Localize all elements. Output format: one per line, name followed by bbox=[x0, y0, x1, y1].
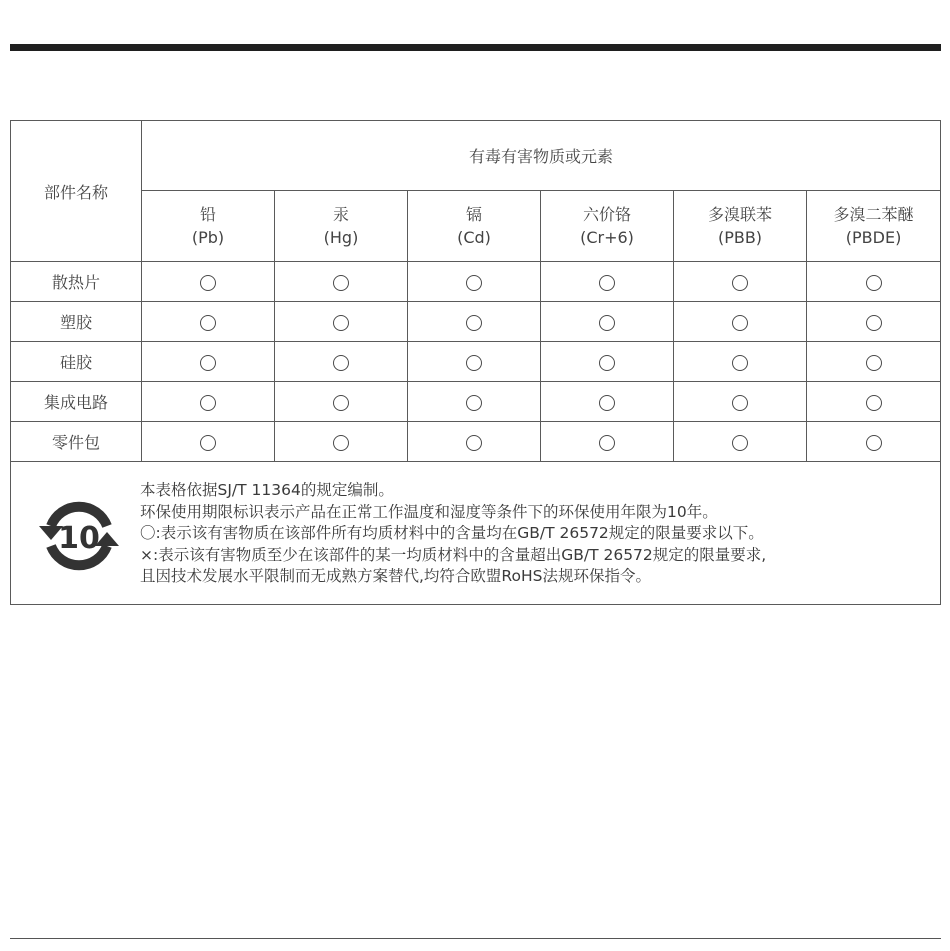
compliance-cell bbox=[807, 302, 941, 342]
part-name-cell: 零件包 bbox=[11, 422, 142, 462]
compliant-circle-icon bbox=[200, 275, 216, 291]
compliant-circle-icon bbox=[599, 435, 615, 451]
substance-symbol: (Cd) bbox=[457, 228, 491, 247]
compliance-cell bbox=[541, 262, 674, 302]
substance-name: 六价铬 bbox=[582, 205, 631, 224]
compliance-cell bbox=[142, 382, 275, 422]
compliant-circle-icon bbox=[866, 395, 882, 411]
note-line: 且因技术发展水平限制而无成熟方案替代,均符合欧盟RoHS法规环保指令。 bbox=[140, 567, 651, 585]
table-row bbox=[11, 302, 941, 342]
compliance-cell bbox=[807, 422, 941, 462]
part-name-cell: 塑胶 bbox=[11, 302, 142, 342]
notes-cell bbox=[11, 462, 941, 605]
compliant-circle-icon bbox=[599, 355, 615, 371]
compliance-cell bbox=[674, 382, 807, 422]
compliant-circle-icon bbox=[866, 275, 882, 291]
table-row bbox=[11, 382, 941, 422]
substance-symbol: (PBDE) bbox=[845, 228, 902, 247]
bottom-divider bbox=[10, 938, 941, 939]
compliant-circle-icon bbox=[599, 395, 615, 411]
compliance-cell bbox=[541, 342, 674, 382]
compliant-circle-icon bbox=[466, 315, 482, 331]
note-line: 环保使用期限标识表示产品在正常工作温度和湿度等条件下的环保使用年限为10年。 bbox=[140, 502, 718, 521]
part-name-cell: 集成电路 bbox=[11, 382, 142, 422]
compliance-cell bbox=[142, 262, 275, 302]
compliance-cell bbox=[408, 262, 541, 302]
compliant-circle-icon bbox=[732, 435, 748, 451]
compliant-circle-icon bbox=[732, 355, 748, 371]
compliant-circle-icon bbox=[732, 395, 748, 411]
compliant-circle-icon bbox=[466, 355, 482, 371]
compliance-cell bbox=[275, 342, 408, 382]
compliant-circle-icon bbox=[866, 355, 882, 371]
substance-symbol: (Hg) bbox=[323, 228, 359, 247]
table-row bbox=[11, 262, 941, 302]
substance-name: 多溴二苯醚 bbox=[833, 205, 914, 224]
substance-header-cd bbox=[408, 191, 541, 262]
compliance-cell bbox=[408, 302, 541, 342]
compliance-cell bbox=[674, 422, 807, 462]
substance-symbol: (Pb) bbox=[191, 228, 225, 247]
compliant-circle-icon bbox=[466, 435, 482, 451]
environment-protection-use-period-icon bbox=[37, 496, 121, 576]
compliant-circle-icon bbox=[466, 395, 482, 411]
compliance-cell bbox=[275, 262, 408, 302]
logo-number: 10 bbox=[58, 521, 100, 556]
part-name-header: 部件名称 bbox=[11, 121, 142, 262]
compliance-cell bbox=[541, 382, 674, 422]
compliance-cell bbox=[674, 342, 807, 382]
compliant-circle-icon bbox=[333, 355, 349, 371]
compliant-circle-icon bbox=[732, 275, 748, 291]
compliant-circle-icon bbox=[200, 435, 216, 451]
compliant-circle-icon bbox=[732, 315, 748, 331]
note-line: 本表格依据SJ/T 11364的规定编制。 bbox=[140, 481, 394, 499]
compliant-circle-icon bbox=[866, 315, 882, 331]
note-line: 〇:表示该有害物质在该部件所有均质材料中的含量均在GB/T 26572规定的限量要求以下。 bbox=[140, 524, 764, 542]
compliance-cell bbox=[807, 382, 941, 422]
compliance-cell bbox=[142, 342, 275, 382]
compliance-cell bbox=[807, 342, 941, 382]
compliant-circle-icon bbox=[333, 435, 349, 451]
compliance-cell bbox=[275, 422, 408, 462]
part-name-cell: 散热片 bbox=[11, 262, 142, 302]
compliant-circle-icon bbox=[200, 395, 216, 411]
substance-header-pbde bbox=[807, 191, 941, 262]
substance-name: 镉 bbox=[465, 205, 482, 224]
substance-name: 多溴联苯 bbox=[707, 205, 772, 224]
compliant-circle-icon bbox=[866, 435, 882, 451]
substance-symbol: (Cr+6) bbox=[580, 228, 634, 247]
substance-name: 汞 bbox=[332, 205, 349, 224]
compliance-cell bbox=[541, 422, 674, 462]
note-line: ×:表示该有害物质至少在该部件的某一均质材料中的含量超出GB/T 26572规定的限量要求, bbox=[140, 545, 767, 564]
compliant-circle-icon bbox=[466, 275, 482, 291]
compliance-cell bbox=[674, 262, 807, 302]
table-row bbox=[11, 342, 941, 382]
compliance-cell bbox=[142, 422, 275, 462]
compliant-circle-icon bbox=[333, 395, 349, 411]
compliance-cell bbox=[408, 342, 541, 382]
table-body bbox=[11, 262, 941, 462]
part-name-cell: 硅胶 bbox=[11, 342, 142, 382]
hazardous-substances-table bbox=[10, 120, 941, 605]
compliant-circle-icon bbox=[599, 315, 615, 331]
compliance-cell bbox=[408, 422, 541, 462]
top-divider bbox=[10, 44, 941, 51]
substance-name: 铅 bbox=[199, 205, 216, 224]
compliance-cell bbox=[674, 302, 807, 342]
substance-header-pb bbox=[142, 191, 275, 262]
substance-header-pbb bbox=[674, 191, 807, 262]
substance-symbol: (PBB) bbox=[717, 228, 763, 247]
compliance-cell bbox=[142, 302, 275, 342]
compliant-circle-icon bbox=[333, 315, 349, 331]
notes-text bbox=[140, 480, 766, 588]
compliance-cell bbox=[275, 302, 408, 342]
compliance-cell bbox=[408, 382, 541, 422]
substance-header-cr6 bbox=[541, 191, 674, 262]
table-row bbox=[11, 422, 941, 462]
compliance-cell bbox=[541, 302, 674, 342]
compliance-cell bbox=[275, 382, 408, 422]
substance-header-hg bbox=[275, 191, 408, 262]
substances-group-header: 有毒有害物质或元素 bbox=[142, 121, 941, 191]
compliance-cell bbox=[807, 262, 941, 302]
compliant-circle-icon bbox=[200, 355, 216, 371]
compliant-circle-icon bbox=[333, 275, 349, 291]
compliant-circle-icon bbox=[599, 275, 615, 291]
compliant-circle-icon bbox=[200, 315, 216, 331]
